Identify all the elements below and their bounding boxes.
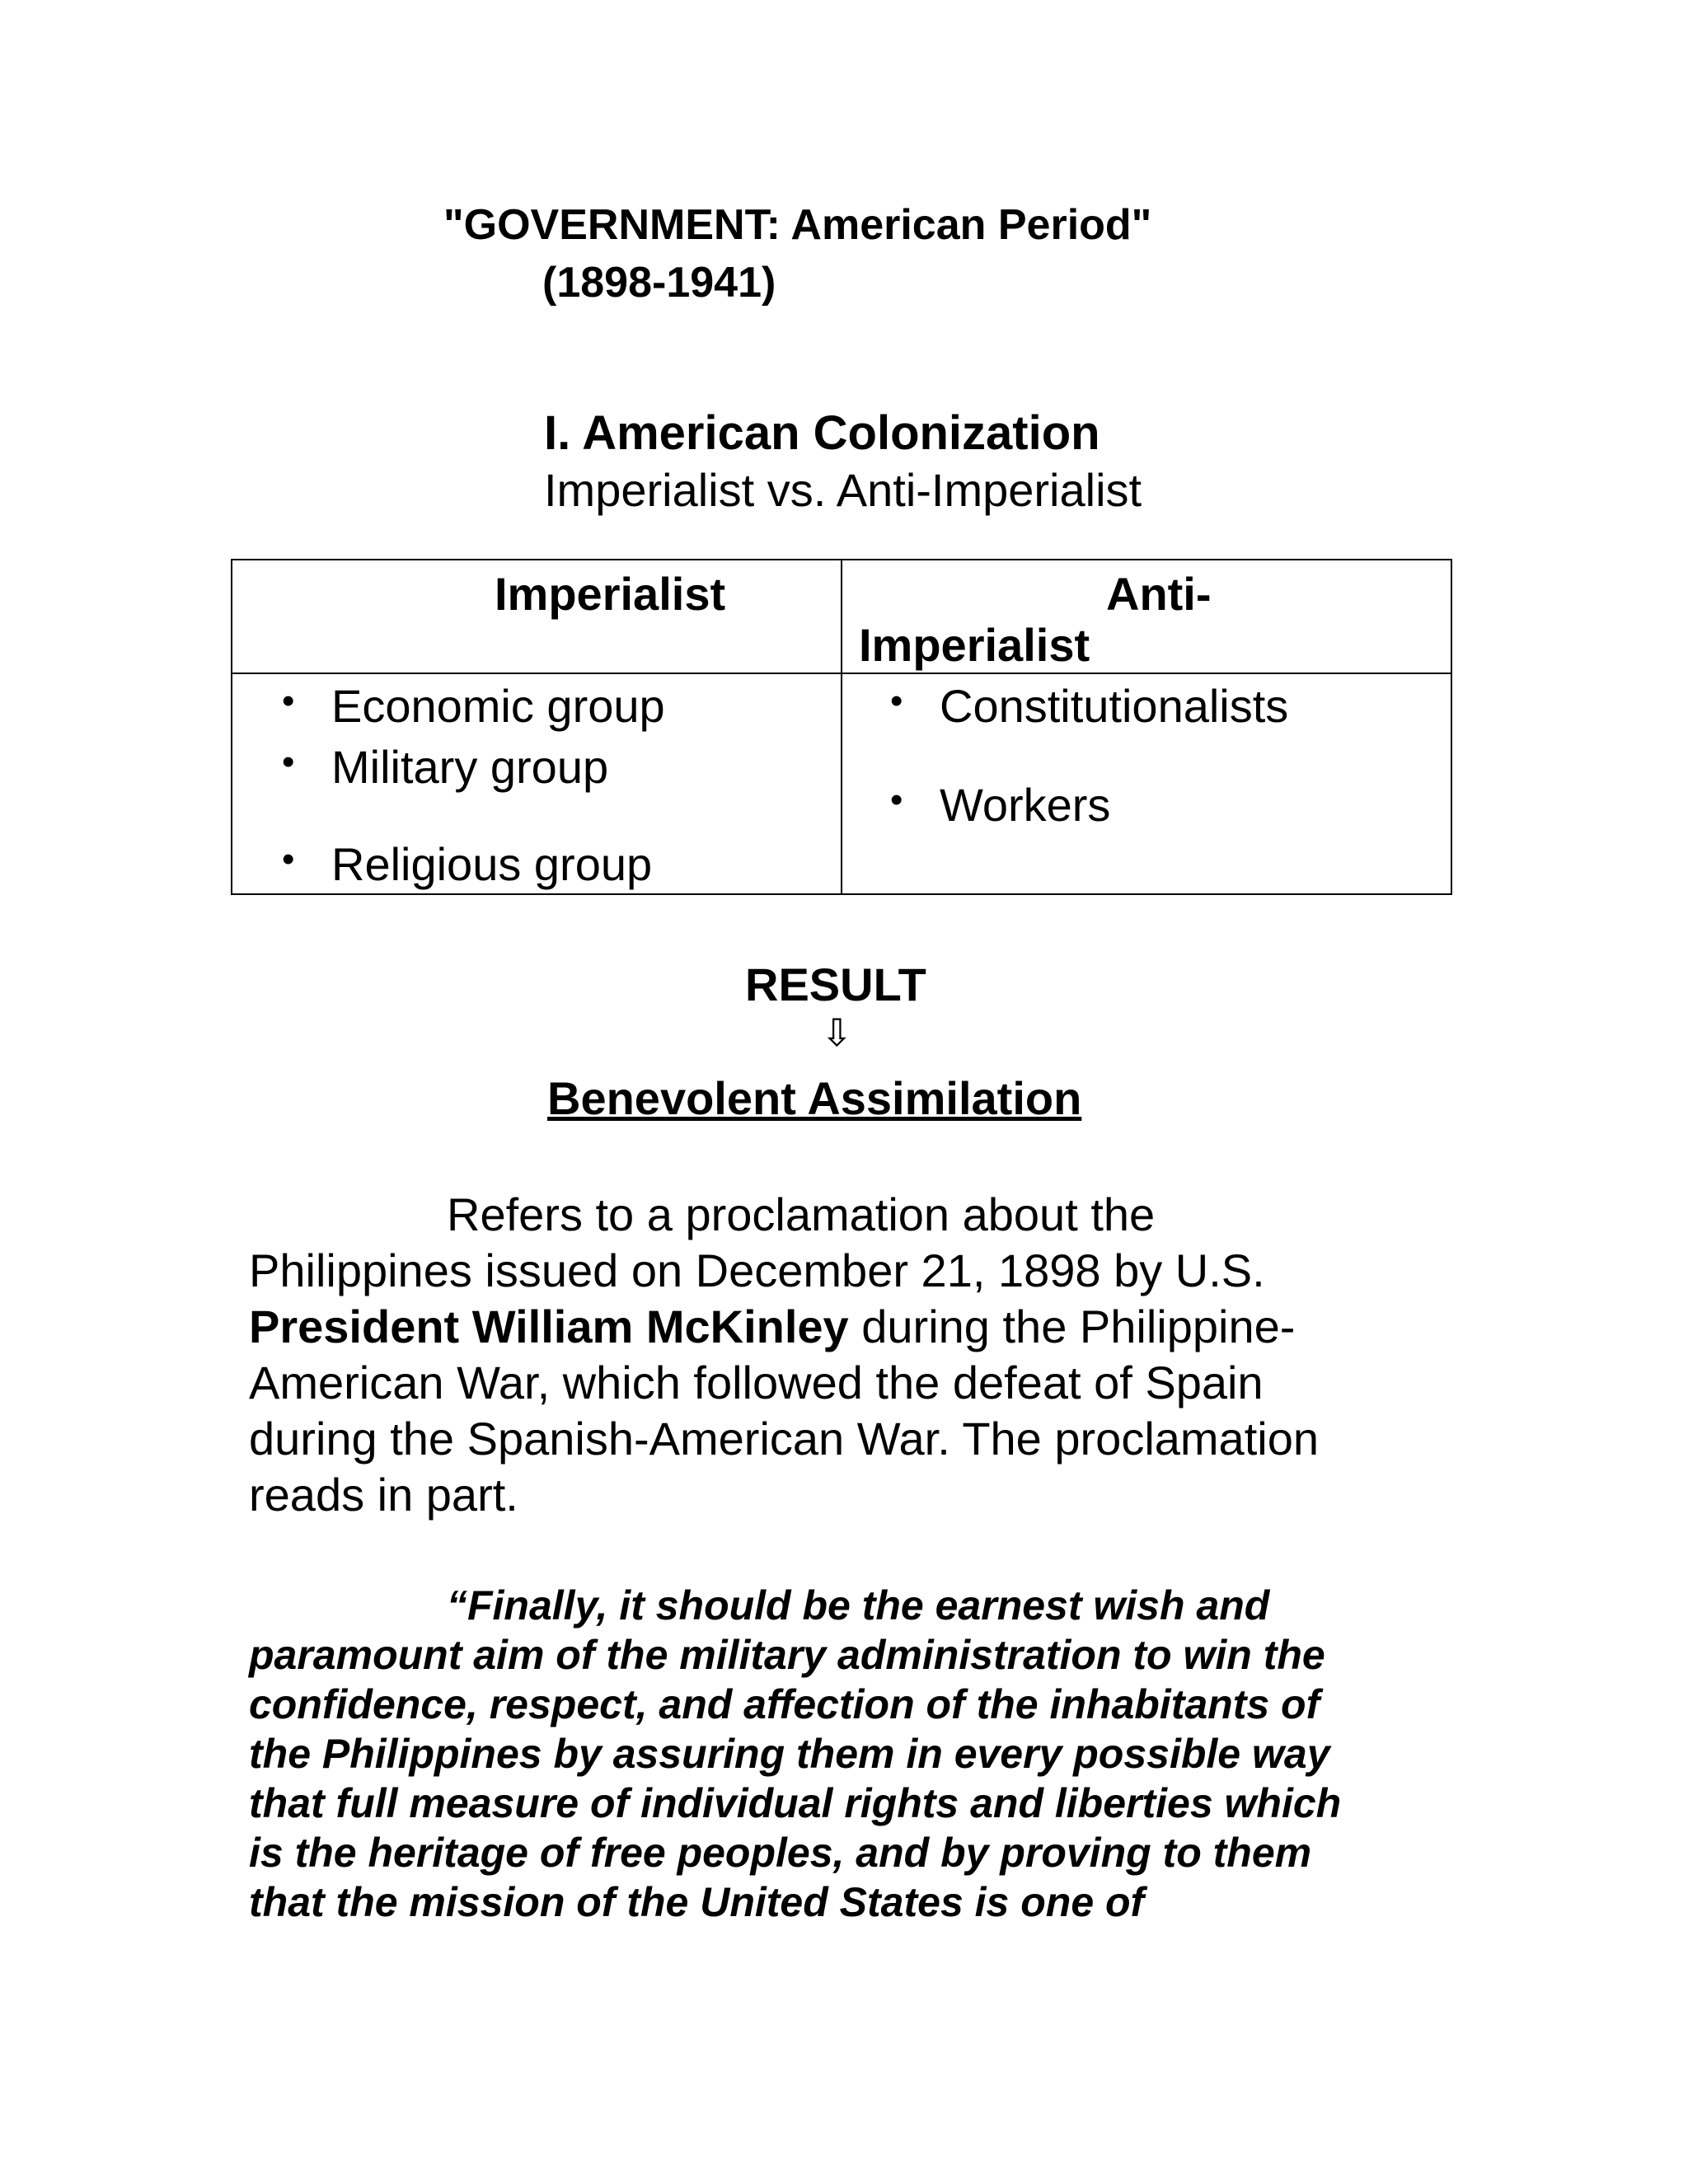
document-date-range: (1898-1941) [542, 259, 776, 307]
benevolent-assimilation-heading: Benevolent Assimilation [547, 1072, 1082, 1124]
paragraph-line: American War, which followed the defeat of Spain [249, 1357, 1264, 1408]
anti-imperialist-header-cell [842, 560, 1451, 673]
table-header-row [232, 560, 1451, 673]
paragraph-line: reads in part. [249, 1469, 518, 1521]
quote-line: “Finally, it should be the earnest wish and [447, 1582, 1270, 1629]
anti-imperialist-header-line2: Imperialist [859, 619, 1090, 671]
imperialist-header: Imperialist [495, 568, 726, 620]
quote-line: the Philippines by assuring them in every possible way [249, 1731, 1330, 1777]
list-item-label: Workers [940, 779, 1111, 831]
table-body-row [232, 673, 1451, 894]
document-title: "GOVERNMENT: American Period" [443, 201, 1152, 249]
quote-line: confidence, respect, and affection of the inhabitants of [249, 1681, 1320, 1727]
imperialist-header-cell [232, 560, 842, 673]
quote-line: paramount aim of the military administration to win the [249, 1632, 1325, 1678]
section-subheading: Imperialist vs. Anti-Imperialist [544, 464, 1142, 516]
bullet-icon: • [282, 681, 295, 721]
paragraph-line [249, 1299, 1295, 1355]
list-item-label: Military group [331, 741, 609, 793]
bullet-icon: • [282, 839, 295, 879]
bullet-icon: • [890, 681, 903, 721]
quote-line: is the heritage of free peoples, and by proving to them [249, 1830, 1312, 1876]
paragraph-line: during the Spanish-American War. The proclamation [249, 1413, 1319, 1465]
bullet-icon: • [282, 742, 295, 782]
quote-line: that full measure of individual rights and liberties which [249, 1780, 1342, 1826]
paragraph-line: Refers to a proclamation about the [447, 1188, 1156, 1240]
quote-line: that the mission of the United States is one of [249, 1879, 1145, 1925]
result-label: RESULT [745, 958, 926, 1010]
anti-imperialist-cell [842, 673, 1451, 894]
list-item-label: Religious group [331, 838, 653, 890]
paragraph-line-rest: during the Philippine- [848, 1301, 1296, 1352]
comparison-table [231, 559, 1452, 895]
list-item-label: Constitutionalists [940, 680, 1289, 732]
list-item-label: Economic group [331, 680, 665, 732]
paragraph-line: Philippines issued on December 21, 1898 by U.S. [249, 1244, 1265, 1296]
president-name: President William McKinley [249, 1301, 849, 1352]
imperialist-cell [232, 673, 842, 894]
down-arrow-icon: ⇩ [821, 1010, 853, 1055]
anti-imperialist-header-line1: Anti- [1106, 568, 1212, 620]
section-heading: I. American Colonization [544, 406, 1100, 460]
bullet-icon: • [890, 780, 903, 820]
